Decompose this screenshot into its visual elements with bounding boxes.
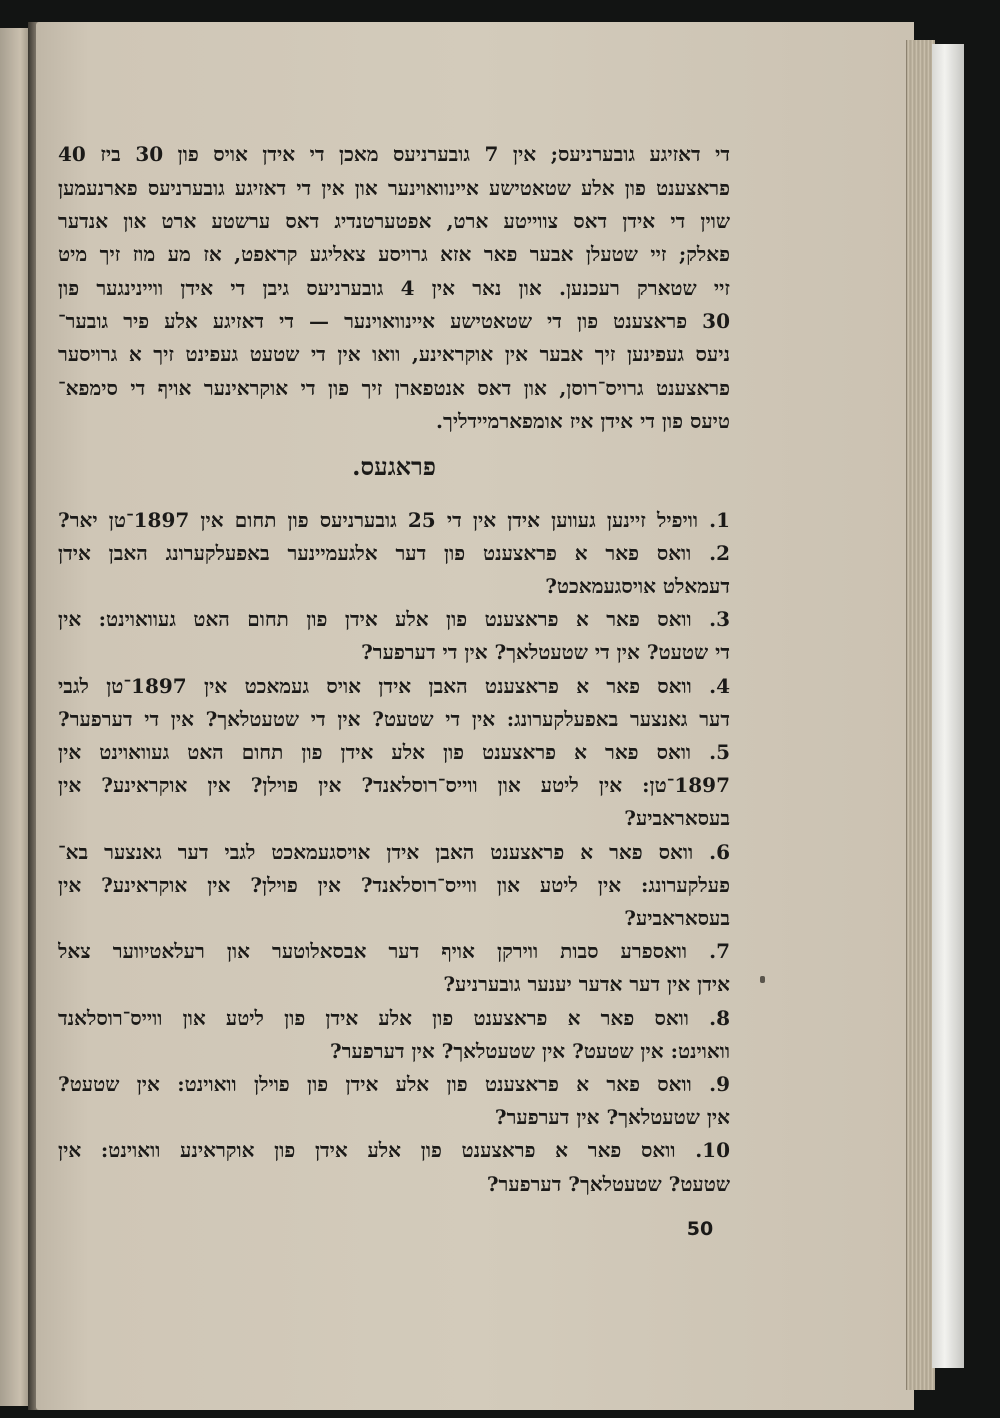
question-line: בעסאראביע? [624,906,730,930]
question-line: פעלקערונג: אין ליטע און ווייס־רוסלאנד? אין פוילן? אין אוקראינע? אין [58,873,730,897]
paragraph-line: פראצענט גרויס־רוסן, און דאס אנטפארן זיך פון די אוקראינער אויף די סימפא־ [58,376,730,400]
question-line: 7. וואספרע סבות ווירקן אויף דער אבסאלוטער און רעלאטיווער צאל [58,939,730,963]
question-line: 1. וויפיל זיינען געווען אידן אין די 25 גובערניעס פון תחום אין 1897־טן יאר? [58,508,730,532]
question-line: דער גאנצער באפעלקערונג: אין די שטעט? אין די שטעטלאך? אין די דערפער? [58,707,730,731]
question-line: די שטעט? אין די שטעטלאך? אין די דערפער? [361,640,730,664]
question-line: אידן אין דער אדער יענער גובערניע? [443,972,730,996]
question-line: דעמאלט אויסגעמאכט? [545,574,730,598]
question-line: וואוינט: אין שטעט? אין שטעטלאך? אין דערפער? [330,1039,730,1063]
paragraph-line: ניעס געפינען זיך אבער אין אוקראינע, וואו אין די שטעט געפינט זיך א גרויסער [58,342,730,366]
question-line: 9. וואס פאר א פראצענט פון אלע אידן פון פוילן וואוינט: אין שטעט? [58,1072,730,1096]
paragraph-line: שוין די אידן דאס צווייטע ארט, אפטערטנדיג דאס ערשטע ארט און אנדער [58,209,730,233]
section-heading: פראגעס. [352,452,436,481]
question-line: 3. וואס פאר א פראצענט פון אלע אידן פון תחום האט געוואוינט: אין [58,607,730,631]
question-line: שטעט? שטעטלאך? דערפער? [486,1172,730,1196]
question-line: אין שטעטלאך? אין דערפער? [494,1105,730,1129]
paragraph-line: טיעס פון די אידן איז אומפארמיידליך. [436,409,730,433]
paragraph-line: פראצענט פון אלע שטאטישע איינוואוינער און אין די דאזיגע גובערניעס פארנעמען [58,176,730,200]
paragraph-line: פאלק; זיי שטעלן אבער פאר אזא גרויסע צאליגע קראפט, אז מע מוז זיך מיט [58,242,730,266]
paragraph-line: 30 פראצענט פון די שטאטישע איינוואוינער — די דאזיגע אלע פיר גובער־ [58,309,730,333]
paragraph-line: די דאזיגע גובערניעס; אין 7 גובערניעס מאכן די אידן אויס פון 30 ביז 40 [58,142,730,166]
background-strip [932,44,964,1368]
paragraph-line: זיי שטארק רעכנען. און נאר אין 4 גובערניעס גיבן די אידן וויינינגער פון [58,276,730,300]
question-line: בעסאראביע? [624,806,730,830]
question-line: 6. וואס פאר א פראצענט האבן אידן אויסגעמאכט לגבי דער גאנצער בא־ [58,840,730,864]
question-line: 10. וואס פאר א פראצענט פון אלע אידן פון אוקראינע וואוינט: אין [58,1138,730,1162]
question-line: 1897־טן: אין ליטע און ווייס־רוסלאנד? אין פוילן? אין אוקראינע? אין [58,773,730,797]
question-line: 2. וואס פאר א פראצענט פון דער אלגעמיינער באפעלקערונג האבן אידן [58,541,730,565]
page-stack-edges [906,40,935,1390]
question-line: 5. וואס פאר א פראצענט פון אלע אידן פון תחום האט געוואוינט אין [58,740,730,764]
page-number: 50 [686,1218,714,1240]
question-line: 8. וואס פאר א פראצענט פון אלע אידן פון ליטע און ווייס־רוסלאנד [58,1006,730,1030]
ink-speck [760,976,765,983]
question-line: 4. וואס פאר א פראצענט האבן אידן אויס געמאכט אין 1897־טן לגבי [58,674,730,698]
